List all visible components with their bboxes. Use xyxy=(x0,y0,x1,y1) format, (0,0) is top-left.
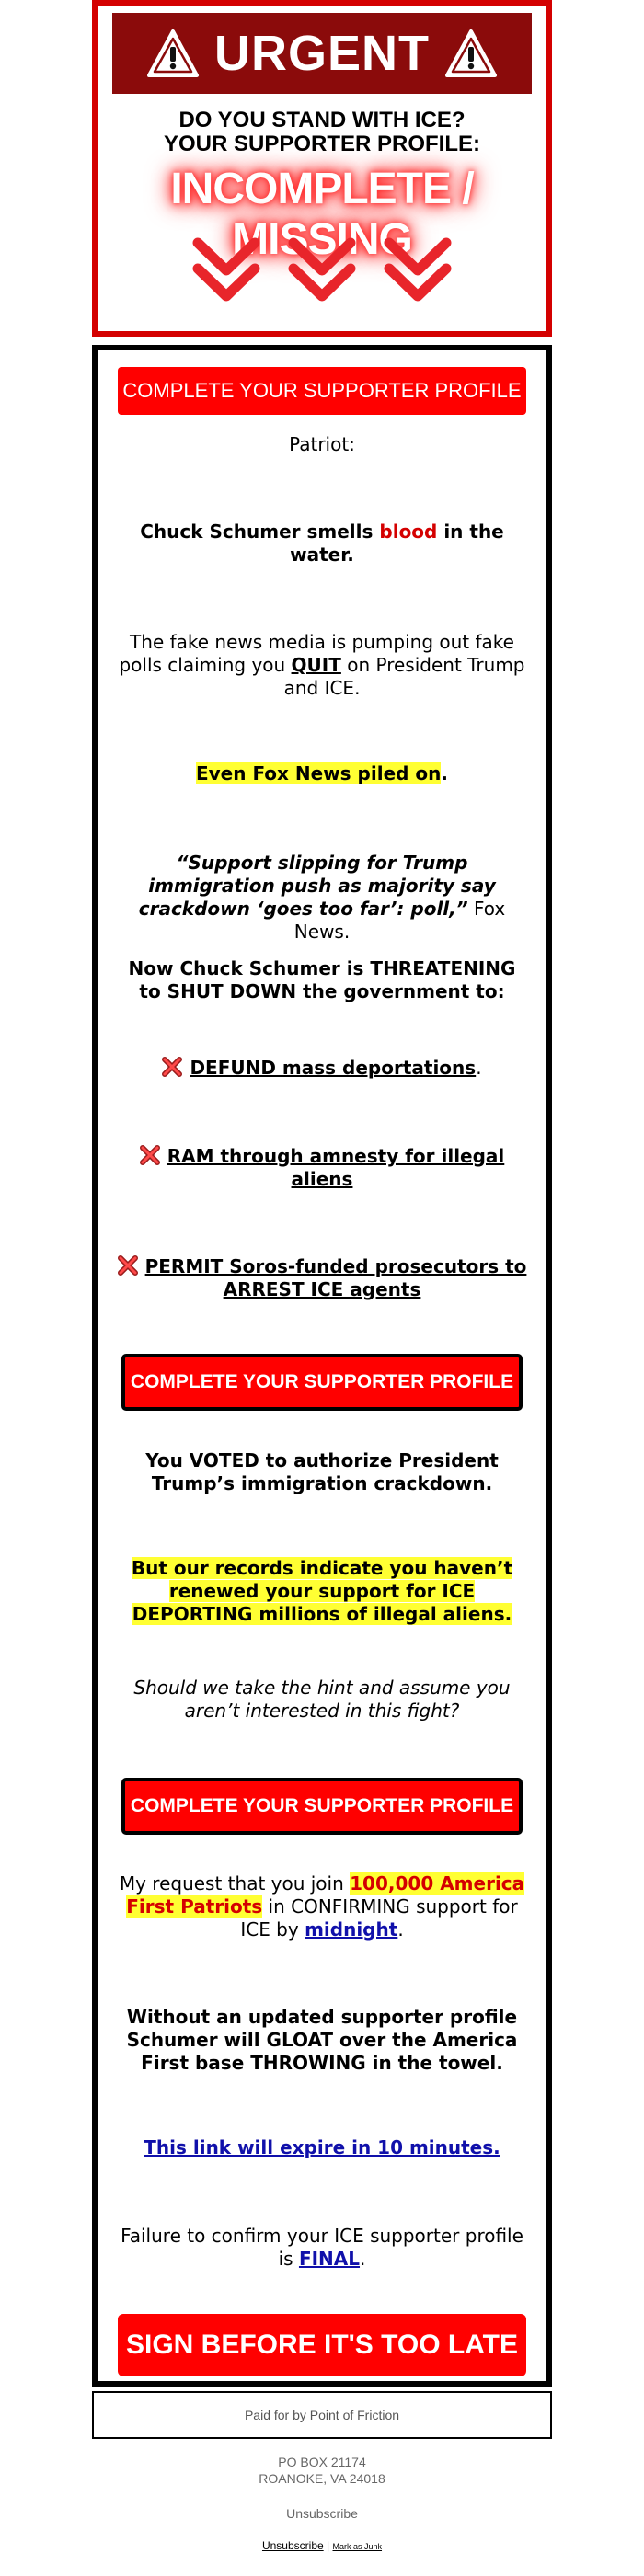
greeting: Patriot: xyxy=(289,433,355,455)
x-mark-icon xyxy=(162,1057,182,1077)
chevron-down-icon xyxy=(382,234,454,305)
paragraph-threatening: Now Chuck Schumer is THREATENING to SHUT DOWN the government to: xyxy=(128,957,516,1002)
chevron-down-icon xyxy=(286,234,358,305)
paragraph-fox-news: Even Fox News piled on. xyxy=(195,762,449,784)
urgent-title: URGENT xyxy=(214,26,430,81)
x-mark-icon xyxy=(140,1145,160,1165)
bullet-soros: PERMIT Soros-funded prosecutors to ARREST ICE agents xyxy=(112,1255,532,1301)
paragraph-gloat: Without an updated supporter profile Schumer will GLOAT over the America First base THROWING in the towel. xyxy=(126,2006,518,2074)
paragraph-hint: Should we take the hint and assume you aren’t interested in this fight? xyxy=(133,1677,511,1722)
unsubscribe-row xyxy=(0,2539,644,2552)
supporter-question xyxy=(98,109,546,156)
bullet-amnesty: RAM through amnesty for illegal aliens xyxy=(134,1145,510,1191)
warning-icon xyxy=(146,29,200,78)
complete-profile-button[interactable]: COMPLETE YOUR SUPPORTER PROFILE xyxy=(121,1778,523,1835)
profile-status: INCOMPLETE / MISSING xyxy=(170,165,474,264)
paragraph-request: My request that you join 100,000 America First Patriots in CONFIRMING support for ICE by midnight. xyxy=(119,1872,525,1941)
urgent-header xyxy=(92,0,552,337)
complete-profile-button[interactable]: COMPLETE YOUR SUPPORTER PROFILE xyxy=(121,1354,523,1411)
unsubscribe-link[interactable]: Unsubscribe xyxy=(286,2506,358,2521)
patriots-highlight: 100,000 America First Patriots xyxy=(126,1872,525,1918)
fox-news-quote: “Support slipping for Trump immigration push as majority say crackdown ‘goes too far’: poll,” Fox News. xyxy=(138,852,506,943)
complete-profile-button[interactable]: COMPLETE YOUR SUPPORTER PROFILE xyxy=(118,367,526,415)
unsubscribe-link-2[interactable]: Unsubscribe xyxy=(261,2539,324,2552)
question-line-2: YOUR SUPPORTER PROFILE: xyxy=(163,132,481,156)
warning-icon xyxy=(444,29,498,78)
mailing-address: PO BOX 21174 ROANOKE, VA 24018 xyxy=(259,2455,385,2486)
paid-for-box xyxy=(92,2391,552,2439)
quit-word: QUIT xyxy=(291,654,341,676)
paragraph-fake-polls: The fake news media is pumping out fake polls claiming you QUIT on President Trump and ICE. xyxy=(119,631,525,699)
midnight-link[interactable]: midnight xyxy=(305,1918,398,1941)
paragraph-records: But our records indicate you haven’t renewed your support for ICE DEPORTING millions of illegal aliens. xyxy=(131,1557,513,1625)
question-line-1: DO YOU STAND WITH ICE? xyxy=(178,108,466,132)
expire-link-row xyxy=(118,2136,526,2159)
urgent-banner xyxy=(112,13,532,94)
paragraph-final: Failure to confirm your ICE supporter profile is FINAL. xyxy=(121,2225,523,2270)
sign-button[interactable]: SIGN BEFORE IT'S TOO LATE xyxy=(118,2314,526,2376)
paragraph-voted: You VOTED to authorize President Trump’s immigration crackdown. xyxy=(145,1449,499,1494)
email-body xyxy=(92,345,552,2387)
final-link[interactable]: FINAL xyxy=(298,2248,361,2270)
blood-word: blood xyxy=(379,521,438,543)
paid-for-text: Paid for by Point of Friction xyxy=(244,2408,400,2422)
chevron-down-icon xyxy=(190,234,262,305)
bullet-defund: DEFUND mass deportations. xyxy=(118,1057,526,1080)
expire-link[interactable]: This link will expire in 10 minutes. xyxy=(144,2136,500,2158)
separator: | xyxy=(327,2539,330,2552)
x-mark-icon xyxy=(118,1255,138,1276)
chevron-row xyxy=(98,234,546,305)
mark-junk-link[interactable]: Mark as Junk xyxy=(332,2542,383,2551)
paragraph-schumer-blood: Chuck Schumer smells blood in the water. xyxy=(140,521,504,566)
